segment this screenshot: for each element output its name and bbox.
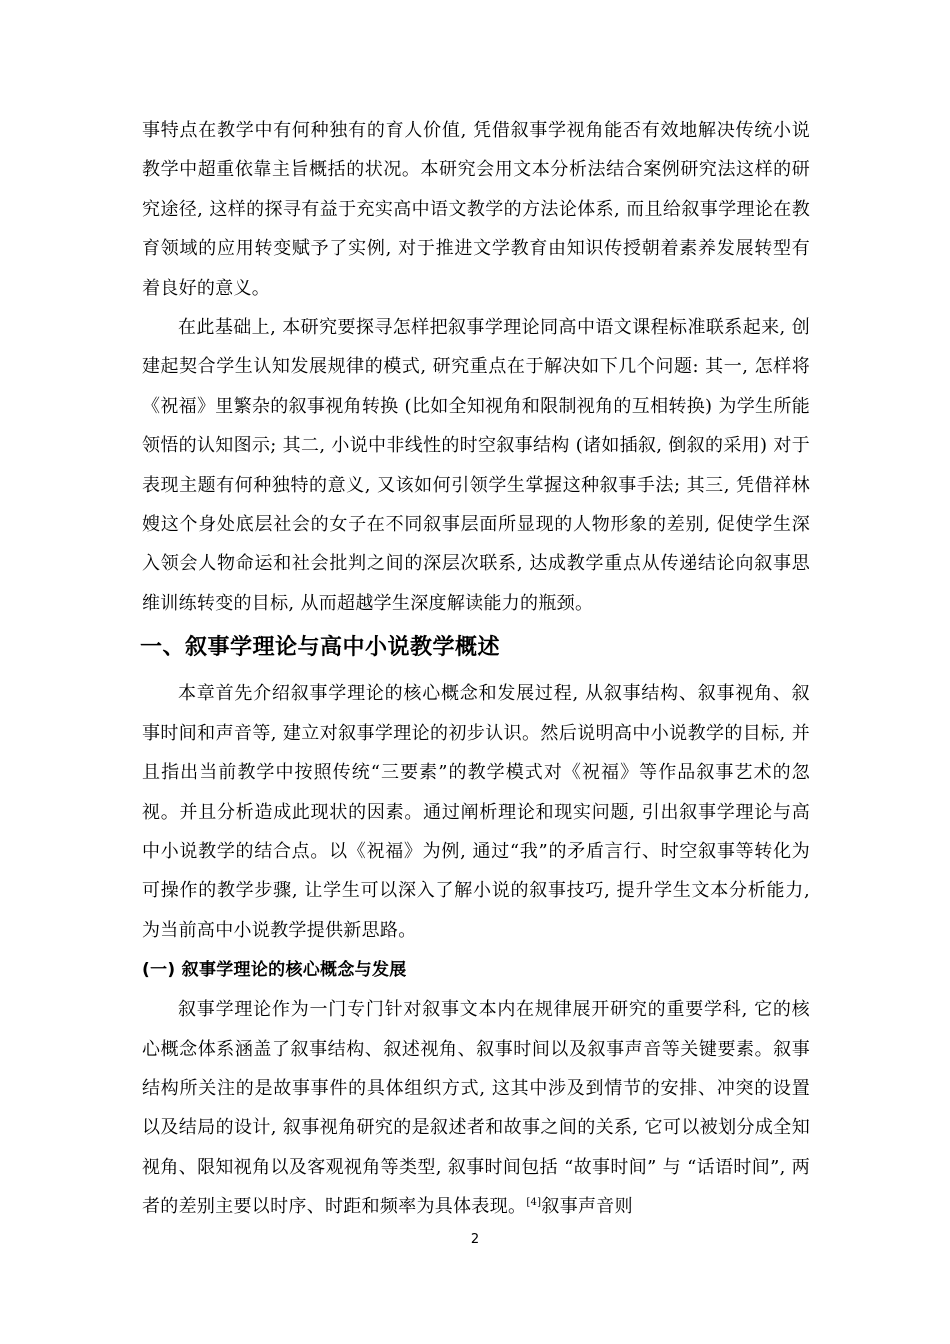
paragraph-core-concepts — [142, 990, 810, 1226]
paragraph-core-concepts-tail: 叙事声音则 — [541, 1196, 633, 1218]
page-number: 2 — [470, 1232, 480, 1247]
citation-reference: [4] — [526, 1197, 542, 1209]
chapter-heading: 一、叙事学理论与高中小说教学概述 — [140, 635, 501, 661]
paragraph-core-concepts-text: 叙事学理论作为一门专门针对叙事文本内在规律展开研究的重要学科, 它的核心概念体系涵盖了叙事结构、叙述视角、叙事时间以及叙事声音等关键要素。叙事结构所关注的是故事事件的具体组织方式, 这其中涉及到情节的安排、冲突的设置以及结局的设计, 叙事视角研究的是叙述者和故事之间的关系, 它可以被划分成全知视角、限知视角以及客观视角等类型, 叙事时间包括 “故事时间” 与 “话语时间”, 两者的差别主要以时序、时距和频率为具体表现。 — [142, 999, 810, 1218]
document-body — [142, 111, 810, 1227]
paragraph-research-questions: 在此基础上, 本研究要探寻怎样把叙事学理论同高中语文课程标准联系起来, 创建起契合学生认知发展规律的模式, 研究重点在于解决如下几个问题: 其一, 怎样将《祝福》里繁杂的叙事视角转换 (比如全知视角和限制视角的互相转换) 为学生所能领悟的认知图示; 其二, 小说中非线性的时空叙事结构 (诸如插叙, 倒叙的采用) 对于表现主题有何种独特的意义, 又该如何引领学生掌握这种叙事手法; 其三, 凭借祥林嫂这个身处底层社会的女子在不同叙事层面所显现的人物形象的差别, 促使学生深入领会人物命运和社会批判之间的深层次联系, 达成教学重点从传递结论向叙事思维训练转变的目标, 从而超越学生深度解读能力的瓶颈。 — [142, 317, 810, 614]
section-heading: (一) 叙事学理论的核心概念与发展 — [142, 960, 407, 981]
paragraph-chapter-intro: 本章首先介绍叙事学理论的核心概念和发展过程, 从叙事结构、叙事视角、叙事时间和声音等, 建立对叙事学理论的初步认识。然后说明高中小说教学的目标, 并且指出当前教学中按照传统“三要素”的教学模式对《祝福》等作品叙事艺术的忽视。并且分析造成此现状的因素。通过阐析理论和现实问题, 引出叙事学理论与高中小说教学的结合点。以《祝福》为例, 通过“我”的矛盾言行、时空叙事等转化为可操作的教学步骤, 让学生可以深入了解小说的叙事技巧, 提升学生文本分析能力, 为当前高中小说教学提供新思路。 — [142, 683, 810, 941]
paragraph-continuation: 事特点在教学中有何种独有的育人价值, 凭借叙事学视角能否有效地解决传统小说教学中超重依靠主旨概括的状况。本研究会用文本分析法结合案例研究法这样的研究途径, 这样的探寻有益于充实高中语文教学的方法论体系, 而且给叙事学理论在教育领域的应用转变赋予了实例, 对于推进文学教育由知识传授朝着素养发展转型有着良好的意义。 — [142, 120, 810, 299]
